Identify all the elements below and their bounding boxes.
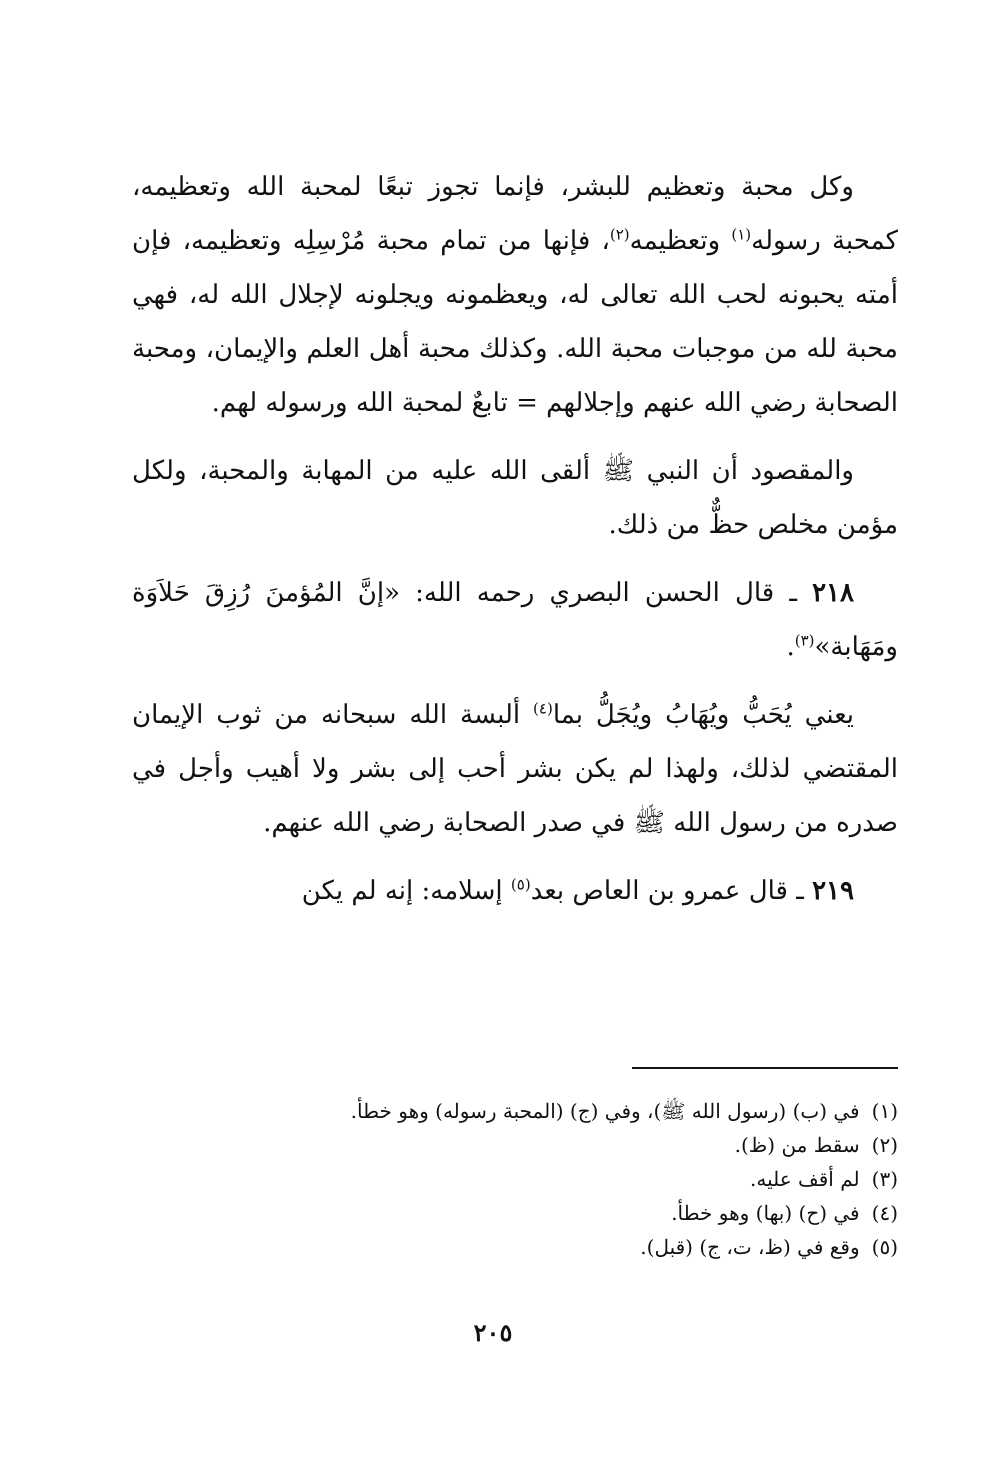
footnote-5 bbox=[200, 1230, 898, 1264]
footnote-1 bbox=[200, 1094, 898, 1128]
main-text bbox=[132, 160, 898, 918]
footnote-ref-2[interactable]: (٢) bbox=[609, 225, 630, 244]
paragraph-1 bbox=[132, 160, 898, 430]
paragraph-4 bbox=[132, 688, 898, 850]
item-number-219: ٢١٩ bbox=[812, 876, 854, 906]
paragraph-219-text-b: إسلامه: إنه لم يكن bbox=[301, 876, 511, 906]
paragraph-219-text-a: ـ قال عمرو بن العاص بعد bbox=[530, 876, 813, 906]
paragraph-219 bbox=[132, 864, 898, 918]
footnote-ref-1[interactable]: (١) bbox=[731, 225, 752, 244]
footnote-number: (١) bbox=[871, 1099, 898, 1123]
footnote-4 bbox=[200, 1196, 898, 1230]
paragraph-4-text-a: يعني يُحَبُّ ويُهَابُ ويُجَلُّ بما bbox=[552, 700, 854, 730]
paragraph-1-text-a: وكل محبة وتعظيم للبشر، فإنما تجوز تبعًا لمحبة الله وتعظيمه، كمحبة رسوله bbox=[132, 172, 898, 256]
paragraph-2 bbox=[132, 444, 898, 552]
footnote-number: (٤) bbox=[871, 1201, 898, 1225]
footnote-ref-3[interactable]: (٣) bbox=[794, 631, 815, 650]
footnote-text: وقع في (ظ، ت، ج) (قبل). bbox=[640, 1235, 860, 1259]
footnote-number: (٣) bbox=[871, 1167, 898, 1191]
footnote-3 bbox=[200, 1162, 898, 1196]
footnotes bbox=[200, 1094, 898, 1264]
footnote-text: في (ب) (رسول الله ﷺ)، وفي (ج) (المحبة رسوله) وهو خطأ. bbox=[350, 1099, 860, 1123]
footnote-text: في (ح) (بها) وهو خطأ. bbox=[671, 1201, 860, 1225]
footnote-number: (٥) bbox=[871, 1235, 898, 1259]
paragraph-218 bbox=[132, 566, 898, 674]
footnote-text: لم أقف عليه. bbox=[750, 1167, 860, 1191]
paragraph-218-text-a: ـ قال الحسن البصري رحمه الله: «إنَّ المُؤمنَ رُزِقَ حَلاَوَة ومَهَابة» bbox=[132, 578, 898, 662]
paragraph-1-text-c: ، فإنها من تمام محبة مُرْسِلِه وتعظيمه، فإن أمته يحبونه لحب الله تعالى له، ويعظمونه ويجلونه لإجلال الله له، فهي محبة لله من موجبات محبة الله. وكذلك محبة أهل العلم والإيمان، ومحبة الصحابة رضي الله عنهم وإجلالهم = تابعٌ لمحبة الله ورسوله لهم. bbox=[132, 226, 898, 418]
paragraph-4-text-b: ألبسة الله سبحانه من ثوب الإيمان المقتضي لذلك، ولهذا لم يكن بشر أحب إلى بشر ولا أهيب وأجل في صدره من رسول الله ﷺ في صدر الصحابة رضي الله عنهم. bbox=[132, 700, 898, 838]
footnote-separator bbox=[632, 1067, 898, 1069]
footnote-ref-5[interactable]: (٥) bbox=[510, 875, 531, 894]
item-number-218: ٢١٨ bbox=[812, 578, 854, 608]
page-number: ٢٠٥ bbox=[473, 1318, 513, 1347]
paragraph-218-text-b: . bbox=[786, 632, 795, 662]
footnote-text: سقط من (ظ). bbox=[734, 1133, 860, 1157]
footnote-2 bbox=[200, 1128, 898, 1162]
footnote-ref-4[interactable]: (٤) bbox=[533, 699, 553, 718]
paragraph-1-text-b: وتعظيمه bbox=[629, 226, 732, 256]
paragraph-2-text: والمقصود أن النبي ﷺ ألقى الله عليه من المهابة والمحبة، ولكل مؤمن مخلص حظٌّ من ذلك. bbox=[132, 456, 898, 540]
footnote-number: (٢) bbox=[871, 1133, 898, 1157]
